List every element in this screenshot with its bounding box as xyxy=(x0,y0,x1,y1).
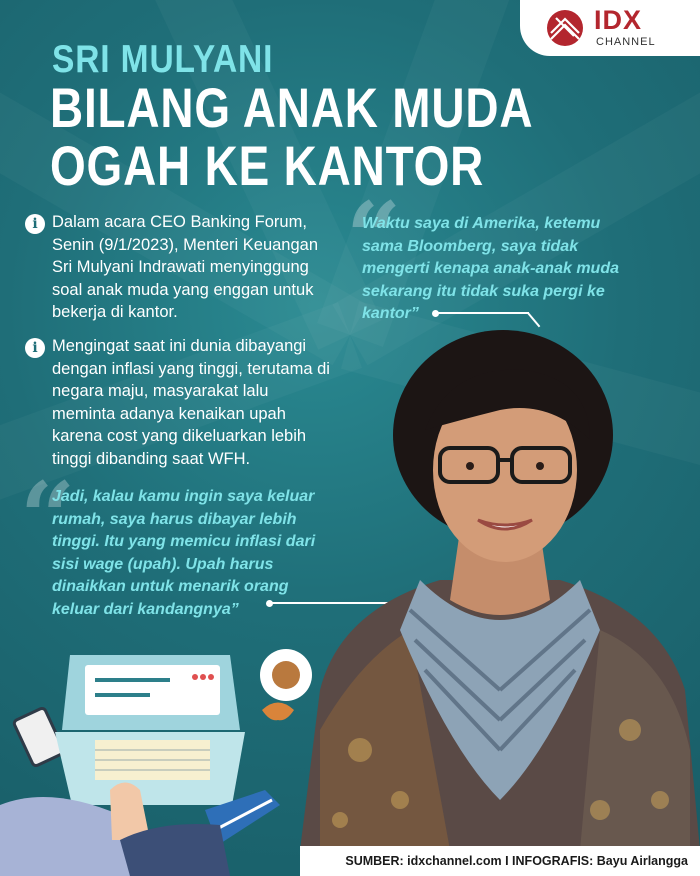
headline-line-3: OGAH KE KANTOR xyxy=(50,134,485,197)
quote-line: dinaikkan untuk menarik orang xyxy=(52,578,289,595)
paragraph-line: bekerja di kantor. xyxy=(52,303,178,321)
footer-credit: SUMBER: idxchannel.com I INFOGRAFIS: Bayu Airlangga xyxy=(345,854,688,868)
quote-mark-icon: “ xyxy=(346,181,402,294)
quote-line: Waktu saya di Amerika, ketemu xyxy=(362,215,601,232)
paragraph-line: soal anak muda yang enggan untuk xyxy=(52,280,314,299)
info-icon: i xyxy=(25,214,45,234)
quote-line: tinggi. Itu yang memicu inflasi dari xyxy=(52,533,316,550)
headline-line-2: BILANG ANAK MUDA xyxy=(50,76,534,139)
logo-name: IDX xyxy=(594,5,643,35)
paragraph-line: negara maju, masyarakat lalu xyxy=(52,382,269,400)
headline-name: SRI MULYANI xyxy=(52,38,274,81)
quote-line: rumah, saya harus dibayar lebih xyxy=(52,510,297,528)
paragraph-line: karena cost yang dikeluarkan lebih xyxy=(52,427,307,445)
quote-line: sama Bloomberg, saya tidak xyxy=(362,237,579,255)
quote-line: sekarang itu tidak suka pergi ke xyxy=(362,282,605,300)
quote-line: mengerti kenapa anak-anak muda xyxy=(362,260,619,277)
quote-mark-icon: “ xyxy=(20,461,76,574)
footer-credit-bar xyxy=(0,846,700,876)
quote-connector-line xyxy=(437,312,529,314)
paragraph-line: Sri Mulyani Indrawati menyinggung xyxy=(52,258,309,276)
paragraph-line: tinggi dibanding saat WFH. xyxy=(52,449,251,468)
paragraph-event xyxy=(52,211,318,324)
quote-bloomberg xyxy=(362,213,619,326)
laptop-desk-illustration xyxy=(0,640,320,876)
quote-line: sisi wage (upah). Upah harus xyxy=(52,555,274,573)
quote-wage xyxy=(52,486,315,621)
quote-line: kantor” xyxy=(362,305,419,322)
quote-line: keluar dari kandangnya” xyxy=(52,600,239,618)
paragraph-line: Dalam acara CEO Banking Forum, xyxy=(52,213,307,231)
paragraph-line: Senin (9/1/2023), Menteri Keuangan xyxy=(52,235,319,254)
info-icon: i xyxy=(25,338,45,358)
paragraph-line: meminta adanya kenaikan upah xyxy=(52,404,286,423)
paragraph-line: dengan inflasi yang tinggi, terutama di xyxy=(52,359,330,378)
logo-subtitle: CHANNEL xyxy=(596,36,656,48)
paragraph-inflation xyxy=(52,335,330,470)
idx-logo-icon xyxy=(546,9,584,47)
idx-channel-logo xyxy=(520,0,700,56)
portrait-illustration xyxy=(300,330,700,850)
quote-line: Jadi, kalau kamu ingin saya keluar xyxy=(52,488,315,505)
paragraph-line: Mengingat saat ini dunia dibayangi xyxy=(52,337,307,355)
